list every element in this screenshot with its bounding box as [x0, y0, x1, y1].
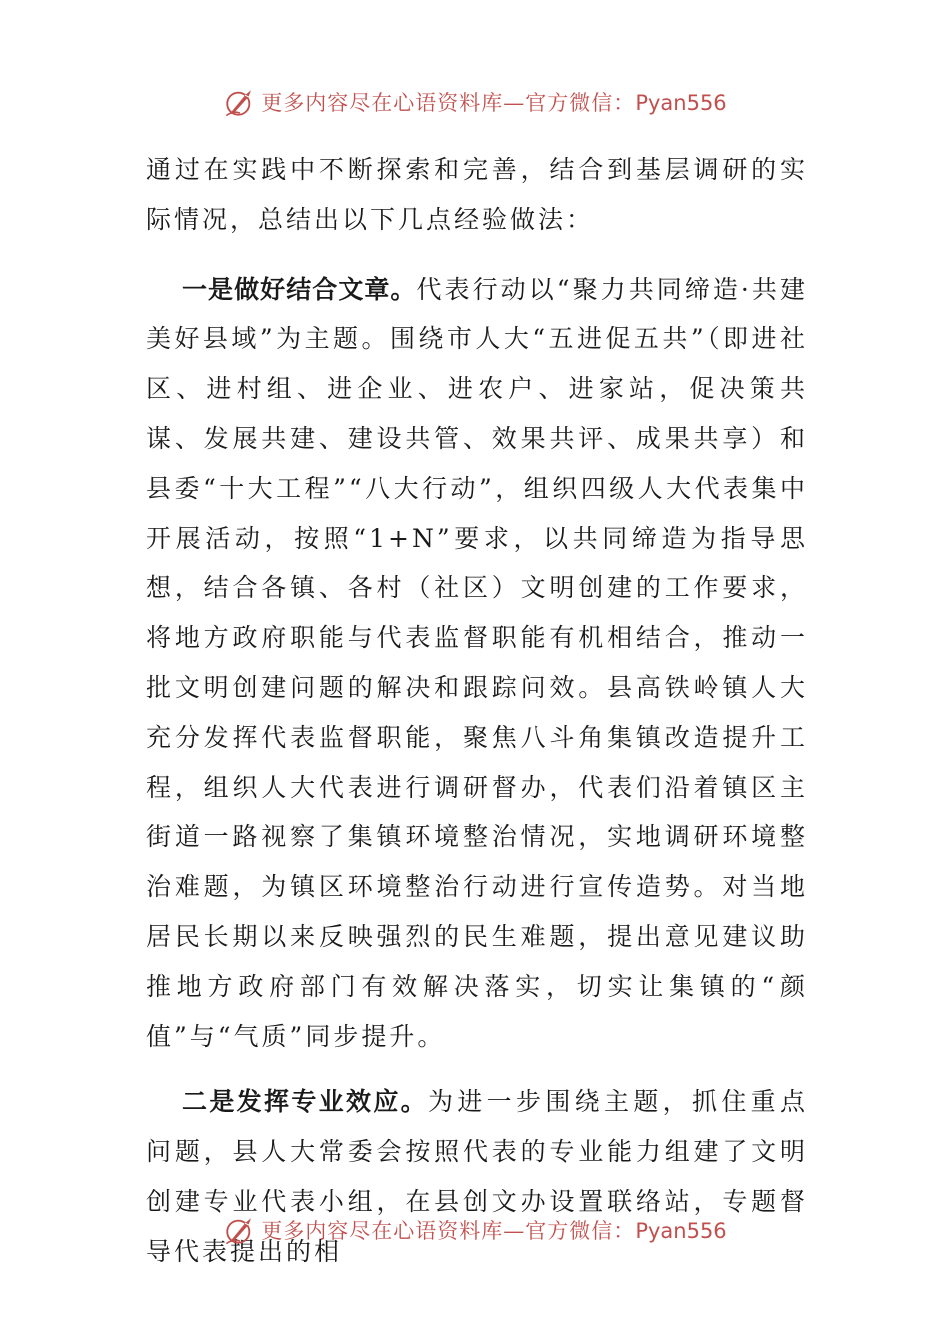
banner-text-cn: 更多内容尽在心语资料库—官方微信： — [261, 91, 636, 115]
paragraph-text: 为进一步围绕主题，抓住重点问题，县人大常委会按照代表的专业能力组建了文明创建专业代表小组，在县创文办设置联络站，专题督导代表提出的相 — [146, 1087, 808, 1266]
paragraph-lead: 二是发挥专业效应。 — [182, 1087, 428, 1117]
banner-text — [261, 87, 726, 117]
paragraph-intro — [146, 145, 808, 245]
document-body — [146, 145, 808, 1293]
pen-nib-logo-icon — [223, 1213, 257, 1247]
banner-wechat-id: Pyan556 — [635, 91, 727, 115]
paragraph-point-one — [146, 265, 808, 1062]
pen-nib-logo-icon — [223, 85, 257, 119]
banner-wechat-id: Pyan556 — [635, 1219, 727, 1243]
paragraph-text: 通过在实践中不断探索和完善，结合到基层调研的实际情况，总结出以下几点经验做法： — [146, 155, 808, 234]
banner-text-cn: 更多内容尽在心语资料库—官方微信： — [261, 1219, 636, 1243]
banner-text — [261, 1215, 726, 1245]
footer-banner — [0, 1210, 950, 1250]
paragraph-lead: 一是做好结合文章。 — [182, 274, 417, 304]
header-banner — [0, 82, 950, 122]
paragraph-text: 代表行动以“聚力共同缔造·共建美好县域”为主题。围绕市人大“五进促五共”（即进社区、进村组、进企业、进农户、进家站，促决策共谋、发展共建、建设共管、效果共评、成果共享）和县委“十大工程”“八大行动”，组织四级人大代表集中开展活动，按照“1+N”要求，以共同缔造为指导思想，结合各镇、各村（社区）文明创建的工作要求，将地方政府职能与代表监督职能有机相结合，推动一批文明创建问题的解决和跟踪问效。县高铁岭镇人大充分发挥代表监督职能，聚焦八斗角集镇改造提升工程，组织人大代表进行调研督办，代表们沿着镇区主街道一路视察了集镇环境整治情况，实地调研环境整治难题，为镇区环境整治行动进行宣传造势。对当地居民长期以来反映强烈的民生难题，提出意见建议助推地方政府部门有效解决落实，切实让集镇的“颜值”与“气质”同步提升。 — [146, 274, 808, 1051]
